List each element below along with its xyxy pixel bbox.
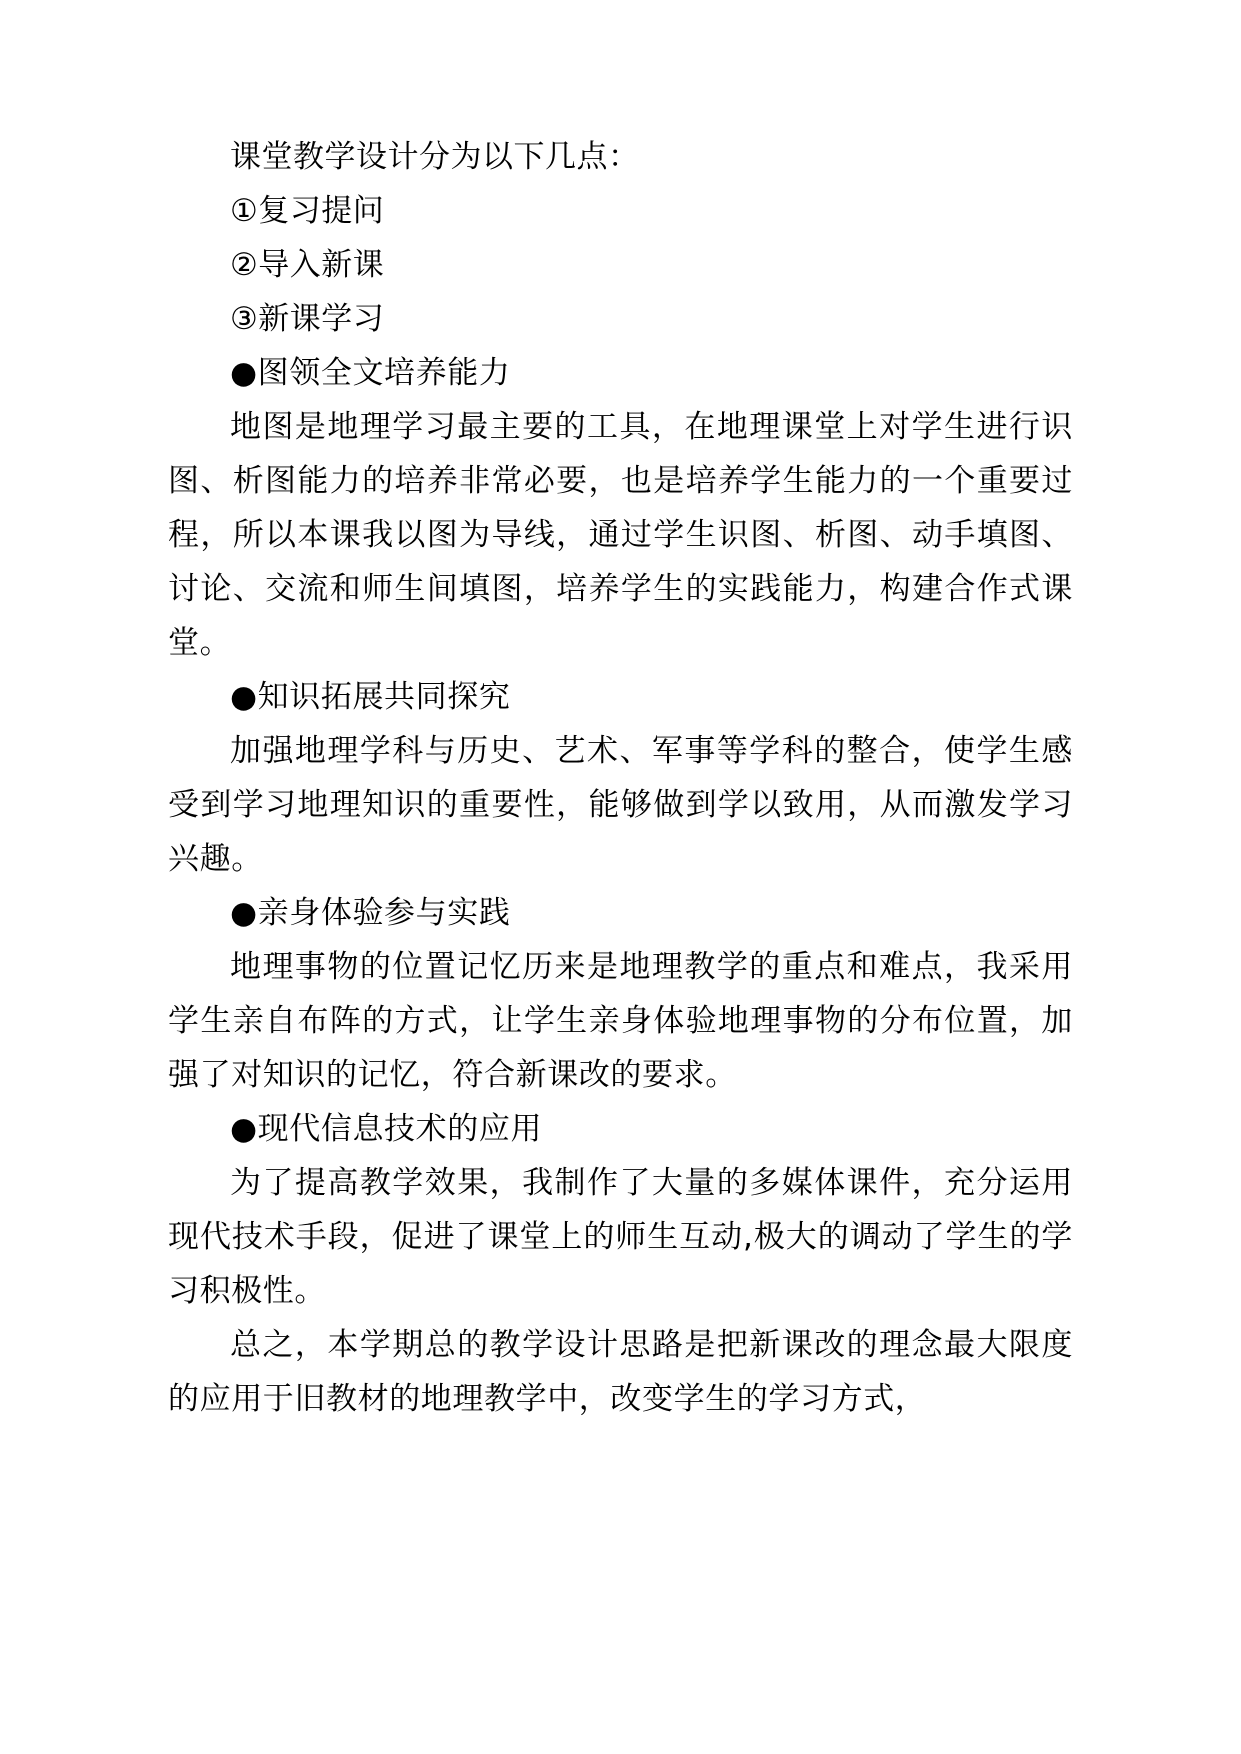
section-bullet-4: ●现代信息技术的应用 bbox=[230, 1111, 543, 1147]
closing-paragraph: 总之，本学期总的教学设计思路是把新课改的理念最大限度的应用于旧教材的地理教学中，改变学生的学习方式， bbox=[168, 1327, 1073, 1417]
section-bullet-1: ●图领全文培养能力 bbox=[230, 355, 511, 391]
list-item-2: ②导入新课 bbox=[230, 247, 385, 283]
section-bullet-3: ●亲身体验参与实践 bbox=[230, 895, 511, 931]
section-paragraph-1: 地图是地理学习最主要的工具，在地理课堂上对学生进行识图、析图能力的培养非常必要，也是培养学生能力的一个重要过程，所以本课我以图为导线，通过学生识图、析图、动手填图、讨论、交流和师生间填图，培养学生的实践能力，构建合作式课堂。 bbox=[168, 409, 1073, 661]
document-body bbox=[168, 130, 1073, 1426]
section-paragraph-4: 为了提高教学效果，我制作了大量的多媒体课件，充分运用现代技术手段，促进了课堂上的师生互动,极大的调动了学生的学习积极性。 bbox=[168, 1165, 1073, 1309]
list-item-1: ①复习提问 bbox=[230, 193, 385, 229]
section-paragraph-2: 加强地理学科与历史、艺术、军事等学科的整合，使学生感受到学习地理知识的重要性，能够做到学以致用，从而激发学习兴趣。 bbox=[168, 733, 1073, 877]
list-item-3: ③新课学习 bbox=[230, 301, 385, 337]
section-bullet-2: ●知识拓展共同探究 bbox=[230, 679, 511, 715]
document-heading: 课堂教学设计分为以下几点： bbox=[230, 139, 640, 175]
section-paragraph-3: 地理事物的位置记忆历来是地理教学的重点和难点，我采用学生亲自布阵的方式，让学生亲身体验地理事物的分布位置，加强了对知识的记忆，符合新课改的要求。 bbox=[168, 949, 1073, 1093]
